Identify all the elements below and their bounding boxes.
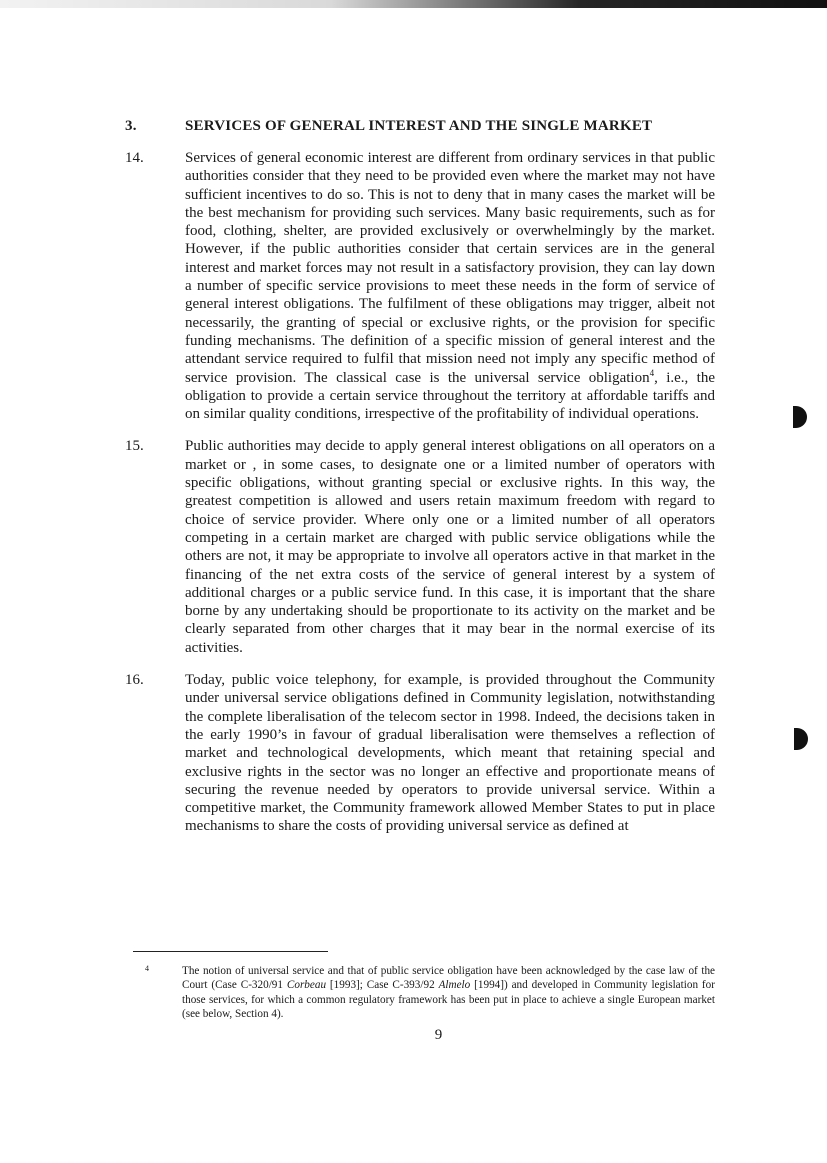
page-number: 9 <box>434 1027 443 1043</box>
footnote-text-part: [1994]) and developed in Community legislation for those services, for which a common regulatory framework has been put in place to achieve a single European market (see below, Section 4). <box>182 979 715 1020</box>
paragraph-text-part: Services of general economic interest are different from ordinary services in that public authorities consider that they need to be provided even where the market may not have sufficient incentives to do so. This is not to deny that in many cases the market will be the best mechanism for providing such services. Many basic requirements, such as for food, clothing, shelter, are provided exclusively or overwhelmingly by the market. However, if the public authorities consider that certain services are in the general interest and market forces may not result in a satisfactory provision, they can lay down a number of specific service provisions to meet these needs in the form of service of general interest obligations. The fulfilment of these obligations may trigger, albeit not necessarily, the granting of special or exclusive rights, or the provision for specific funding mechanisms. The definition of a specific mission of general interest and the attendant service required to fulfil that mission need not imply any specific method of service provision. The classical case is the universal service obligation <box>185 150 715 386</box>
scan-top-edge <box>0 0 827 8</box>
footnote-text <box>182 964 715 1021</box>
paragraph-16 <box>125 671 715 836</box>
paragraph-text-part: , i.e., the obligation to provide a certain service throughout the territory at affordable tariffs and on similar quality conditions, irrespective of the profitability of individual operations. <box>185 369 715 423</box>
section-number: 3. <box>125 118 137 134</box>
section-title: SERVICES OF GENERAL INTEREST AND THE SINGLE MARKET <box>185 118 653 134</box>
case-name: Corbeau <box>286 979 327 992</box>
paragraph-number: 14. <box>125 150 144 166</box>
paragraph-14 <box>125 149 715 423</box>
footnote-text-part: The notion of universal service and that of public service obligation have been acknowledged by the case law of the Court (Case C-320/91 <box>182 965 715 992</box>
punch-hole-mark <box>793 406 807 428</box>
paragraph-text: Public authorities may decide to apply general interest obligations on all operators on a market or , in some cases, to designate one or a limited number of operators with specific obligations, without granting special or exclusive rights. In this way, the greatest competition is allowed and users retain maximum freedom with regard to choice of service provider. Where only one or a limited number of all operators competing in a certain market are charged with public service obligations while the others are not, it may be appropriate to involve all operators active in that market in the financing of the net extra costs of the service of general interest by a system of additional charges or a public service fund. In this case, it is important that the share borne by any undertaking should be proportionate to its activity on the market and be clearly separated from other charges that it may bear in the normal exercise of its activities. <box>185 438 715 656</box>
case-name: Almelo <box>438 979 471 992</box>
punch-hole-mark <box>794 728 808 750</box>
footnote <box>145 964 715 1021</box>
paragraph-text: Today, public voice telephony, for example, is provided throughout the Community under universal service obligations defined in Community legislation, notwithstanding the complete liberalisation of the telecom sector in 1998. Indeed, the decisions taken in the early 1990’s in favour of gradual liberalisation were themselves a reflection of market and technological developments, which meant that retaining special and exclusive rights in the sector was no longer an effective and proportionate means of securing the revenue needed by operators to provide universal service. Within a competitive market, the Community framework allowed Member States to put in place mechanisms to share the costs of providing universal service as defined at <box>185 672 715 835</box>
footnote-separator <box>133 951 328 952</box>
paragraph-15 <box>125 437 715 657</box>
footnote-text-part: [1993]; Case C-393/92 <box>326 979 439 992</box>
section-heading <box>125 118 715 135</box>
footnote-mark: 4 <box>145 964 149 973</box>
paragraph-text <box>185 149 715 423</box>
paragraph-number: 16. <box>125 672 144 689</box>
paragraph-number: 15. <box>125 438 144 455</box>
footnote-reference[interactable]: 4 <box>649 367 655 378</box>
document-body <box>125 118 715 850</box>
